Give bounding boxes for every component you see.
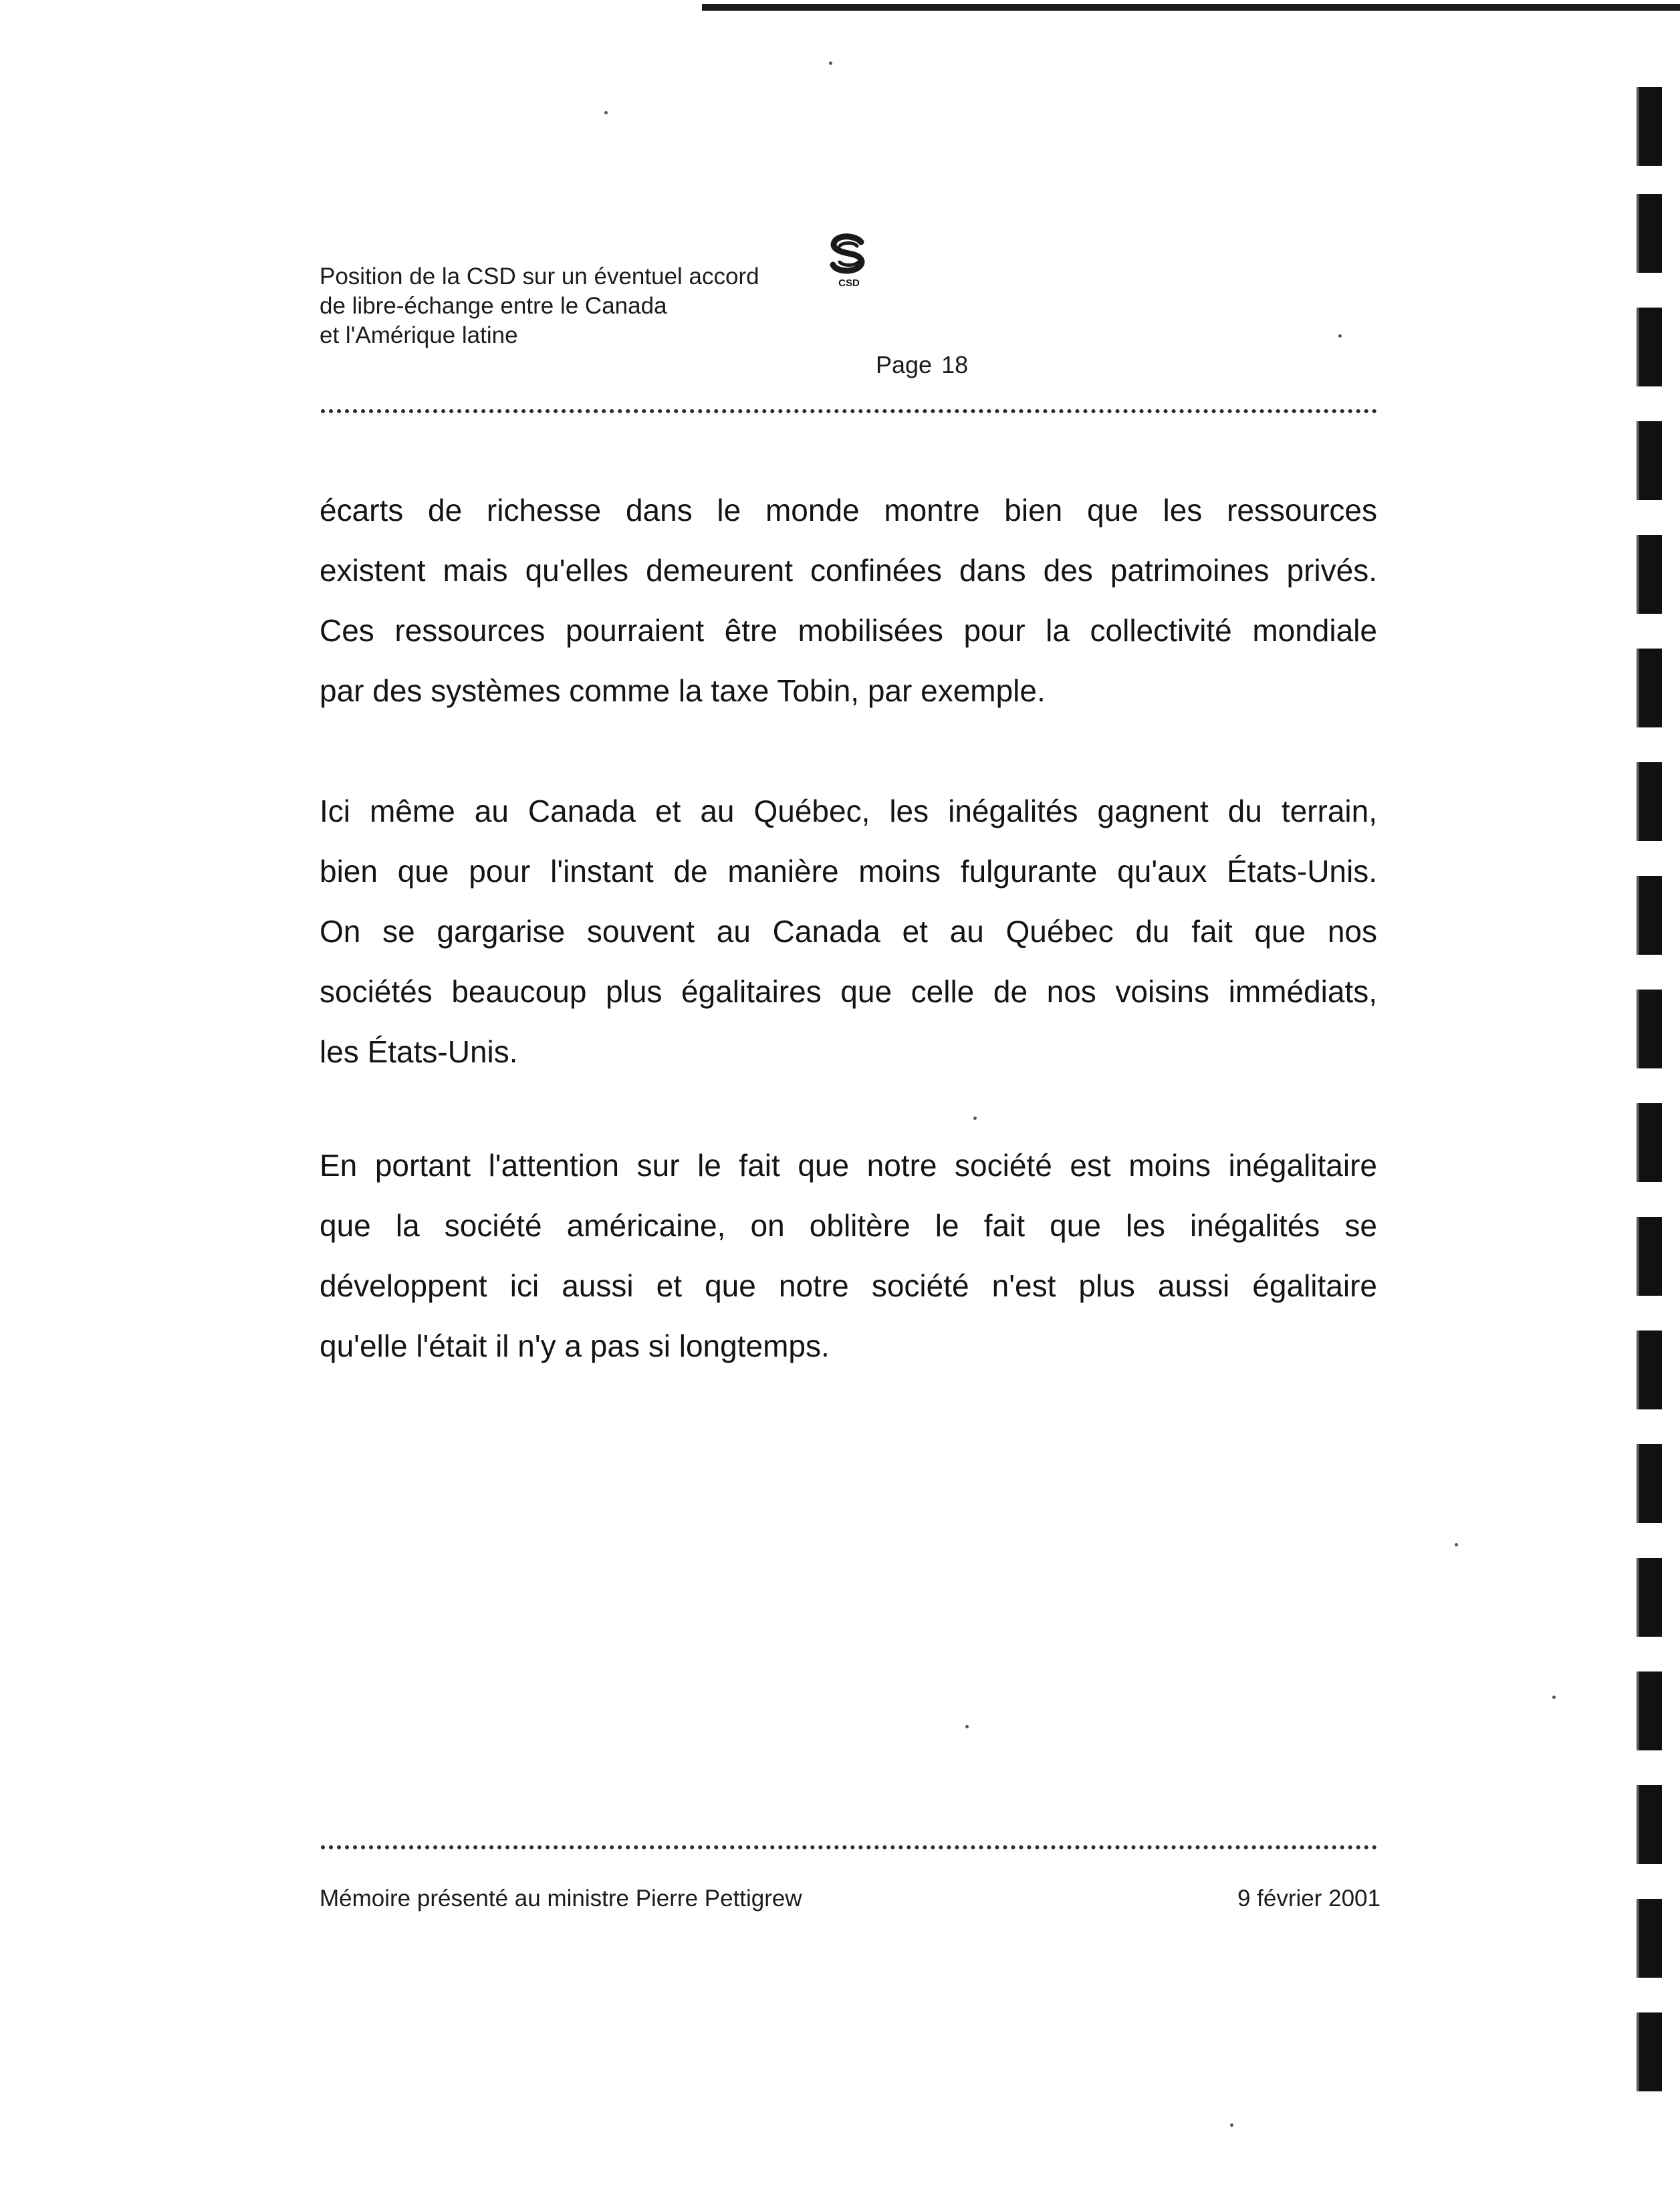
- paragraph-line: les États-Unis.: [320, 1034, 518, 1069]
- binding-hole: [1637, 1331, 1662, 1409]
- paragraph-line: par des systèmes comme la taxe Tobin, par exemple.: [320, 673, 1046, 708]
- scan-speck: [1230, 2123, 1233, 2127]
- binding-hole: [1637, 1217, 1662, 1296]
- binding-hole: [1637, 649, 1662, 727]
- header-title-line: et l'Amérique latine: [320, 322, 518, 348]
- binding-hole: [1637, 1444, 1662, 1523]
- binding-hole: [1637, 1103, 1662, 1182]
- page-number: [876, 350, 968, 380]
- binding-hole: [1637, 1785, 1662, 1864]
- paragraph-line: On se gargarise souvent au Canada et au Québec du fait que nos: [320, 914, 1377, 949]
- header-title-line: Position de la CSD sur un éventuel accord: [320, 263, 759, 290]
- document-header-title: [320, 262, 759, 350]
- binding-hole: [1637, 876, 1662, 955]
- paragraph-line: développent ici aussi et que notre société n'est plus aussi égalitaire: [320, 1268, 1377, 1303]
- binding-hole: [1637, 1899, 1662, 1978]
- binding-hole: [1637, 87, 1662, 166]
- binding-hole: [1637, 1558, 1662, 1637]
- footer-date: 9 février 2001: [1237, 1885, 1381, 1912]
- binding-hole: [1637, 1671, 1662, 1750]
- paragraph-line: Ici même au Canada et au Québec, les inégalités gagnent du terrain,: [320, 794, 1377, 828]
- footer-memo-title: Mémoire présenté au ministre Pierre Pettigrew: [320, 1885, 802, 1912]
- binding-hole: [1637, 421, 1662, 500]
- binding-holes: [1631, 74, 1671, 2193]
- paragraph-line: En portant l'attention sur le fait que notre société est moins inégalitaire: [320, 1148, 1377, 1183]
- body-paragraph: [320, 1135, 1377, 1376]
- logo-lettering: CSD: [838, 277, 860, 289]
- scan-speck: [973, 1117, 977, 1120]
- csd-logo: [825, 230, 873, 290]
- paragraph-line: Ces ressources pourraient être mobilisées pour la collectivité mondiale: [320, 613, 1377, 648]
- binding-hole: [1637, 308, 1662, 386]
- binding-hole: [1637, 535, 1662, 614]
- header-title-line: de libre-échange entre le Canada: [320, 293, 667, 319]
- footer-divider: [321, 1845, 1377, 1849]
- paragraph-line: sociétés beaucoup plus égalitaires que celle de nos voisins immédiats,: [320, 974, 1377, 1009]
- header-divider: [321, 409, 1377, 413]
- paragraph-line: que la société américaine, on oblitère le fait que les inégalités se: [320, 1208, 1377, 1243]
- scan-speck: [1455, 1543, 1458, 1546]
- binding-hole: [1637, 762, 1662, 841]
- page-label: Page: [876, 351, 933, 378]
- paragraph-line: bien que pour l'instant de manière moins fulgurante qu'aux États-Unis.: [320, 854, 1377, 889]
- body-paragraph: [320, 480, 1377, 721]
- page-number-value: 18: [941, 351, 969, 378]
- scan-speck: [965, 1725, 969, 1728]
- binding-hole: [1637, 2012, 1662, 2091]
- scan-speck: [1338, 334, 1342, 338]
- paragraph-line: écarts de richesse dans le monde montre bien que les ressources: [320, 493, 1377, 528]
- binding-hole: [1637, 194, 1662, 273]
- top-border-rule: [702, 4, 1680, 11]
- paragraph-line: qu'elle l'était il n'y a pas si longtemps.: [320, 1329, 830, 1363]
- binding-hole: [1637, 990, 1662, 1068]
- scan-speck: [829, 62, 832, 65]
- paragraph-line: existent mais qu'elles demeurent confinées dans des patrimoines privés.: [320, 553, 1377, 588]
- scan-speck: [1552, 1696, 1556, 1699]
- body-paragraph: [320, 781, 1377, 1082]
- scan-speck: [604, 111, 608, 114]
